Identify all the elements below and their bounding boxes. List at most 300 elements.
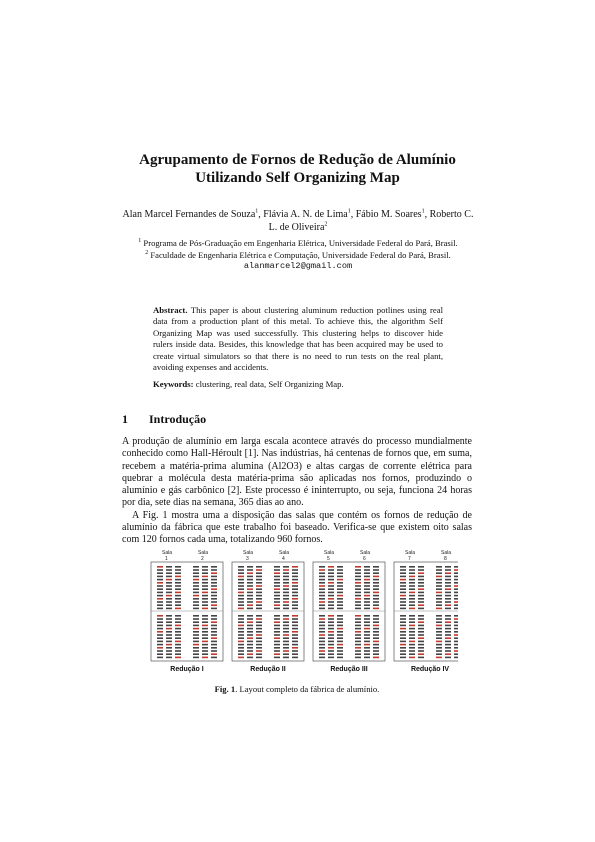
pot-cell: [364, 641, 370, 643]
pot-cell: [364, 621, 370, 623]
pot-cell: [409, 585, 415, 587]
pot-cell: [319, 595, 325, 597]
pot-cell: [274, 628, 280, 630]
pot-cell: [157, 592, 163, 594]
pot-cell: [238, 598, 244, 600]
pot-cell: [454, 650, 458, 652]
pot-cell: [211, 657, 217, 659]
pot-cell: [166, 576, 172, 578]
pot-cell: [373, 615, 379, 617]
pot-cell: [364, 625, 370, 627]
pot-cell: [409, 647, 415, 649]
pot-cell: [283, 601, 289, 603]
pot-cell: [373, 595, 379, 597]
pot-cell: [283, 604, 289, 606]
pot-cell: [355, 595, 361, 597]
title-line-2: Utilizando Self Organizing Map: [195, 170, 400, 186]
pot-cell: [238, 641, 244, 643]
pot-cell: [292, 588, 298, 590]
pot-cell: [409, 592, 415, 594]
pot-cell: [238, 644, 244, 646]
pot-cell: [256, 637, 262, 639]
pot-cell: [328, 579, 334, 581]
pot-cell: [454, 579, 458, 581]
pot-cell: [364, 634, 370, 636]
pot-cell: [418, 641, 424, 643]
reducao-label: Redução II: [250, 666, 286, 673]
reducao-label: Redução III: [330, 666, 368, 673]
sala-label: Sala: [198, 550, 209, 556]
pot-cell: [337, 625, 343, 627]
pot-cell: [409, 641, 415, 643]
pot-cell: [445, 637, 451, 639]
pot-cell: [328, 576, 334, 578]
pot-cell: [292, 595, 298, 597]
pot-cell: [238, 608, 244, 610]
pot-cell: [256, 598, 262, 600]
pot-cell: [355, 585, 361, 587]
pot-cell: [328, 595, 334, 597]
pot-cell: [400, 621, 406, 623]
pot-cell: [202, 634, 208, 636]
pot-cell: [274, 647, 280, 649]
pot-cell: [157, 634, 163, 636]
pot-cell: [157, 625, 163, 627]
pot-cell: [364, 644, 370, 646]
pot-cell: [283, 566, 289, 568]
pot-cell: [337, 572, 343, 574]
pot-cell: [166, 618, 172, 620]
pot-cell: [400, 572, 406, 574]
pot-cell: [166, 625, 172, 627]
pot-cell: [409, 598, 415, 600]
pot-cell: [247, 592, 253, 594]
author-1-affil: 1: [255, 208, 259, 215]
pot-cell: [355, 615, 361, 617]
pot-cell: [400, 657, 406, 659]
pot-cell: [157, 579, 163, 581]
pot-cell: [166, 615, 172, 617]
pot-cell: [454, 631, 458, 633]
pot-cell: [175, 604, 181, 606]
pot-cell: [211, 601, 217, 603]
paragraph-2: A Fig. 1 mostra uma a disposição das salas que contém os fornos de redução de alumínio da fábrica que este trabalho foi baseado. Verifica-se que existem oito salas com 120 fornos cada uma, totalizando 960 fornos.: [122, 509, 472, 546]
pot-cell: [193, 625, 199, 627]
pot-cell: [436, 618, 442, 620]
pot-cell: [400, 618, 406, 620]
pot-cell: [445, 595, 451, 597]
pot-cell: [418, 595, 424, 597]
pot-cell: [445, 588, 451, 590]
pot-cell: [355, 582, 361, 584]
pot-cell: [319, 588, 325, 590]
pot-cell: [445, 572, 451, 574]
pot-cell: [454, 618, 458, 620]
pot-cell: [211, 634, 217, 636]
pot-cell: [355, 604, 361, 606]
pot-cell: [436, 647, 442, 649]
pot-cell: [409, 579, 415, 581]
pot-cell: [445, 628, 451, 630]
pot-cell: [256, 569, 262, 571]
pot-cell: [445, 650, 451, 652]
pot-cell: [337, 569, 343, 571]
pot-cell: [175, 576, 181, 578]
pot-cell: [247, 598, 253, 600]
pot-cell: [283, 631, 289, 633]
pot-cell: [202, 615, 208, 617]
author-2: , Flávia A. N. de Lima: [258, 209, 348, 220]
pot-cell: [418, 566, 424, 568]
pot-cell: [328, 650, 334, 652]
pot-cell: [400, 647, 406, 649]
pot-cell: [247, 615, 253, 617]
sala-label: Sala: [324, 550, 335, 556]
pot-cell: [436, 628, 442, 630]
section-heading: [122, 412, 206, 427]
pot-cell: [283, 572, 289, 574]
pot-cell: [247, 637, 253, 639]
pot-cell: [193, 595, 199, 597]
pot-cell: [445, 644, 451, 646]
pot-cell: [256, 601, 262, 603]
pot-cell: [364, 604, 370, 606]
pot-cell: [400, 598, 406, 600]
pot-cell: [328, 566, 334, 568]
pot-cell: [409, 644, 415, 646]
pot-cell: [202, 604, 208, 606]
pot-cell: [418, 650, 424, 652]
pot-cell: [355, 569, 361, 571]
pot-cell: [175, 582, 181, 584]
pot-cell: [256, 631, 262, 633]
pot-cell: [274, 588, 280, 590]
pot-cell: [436, 585, 442, 587]
pot-cell: [373, 641, 379, 643]
pot-cell: [436, 604, 442, 606]
pot-cell: [166, 588, 172, 590]
pot-cell: [328, 582, 334, 584]
pot-cell: [292, 604, 298, 606]
pot-cell: [175, 592, 181, 594]
pot-cell: [400, 588, 406, 590]
reducao-label: Redução I: [170, 666, 204, 673]
pot-cell: [409, 604, 415, 606]
pot-cell: [166, 585, 172, 587]
pot-cell: [418, 621, 424, 623]
pot-cell: [283, 579, 289, 581]
pot-cell: [166, 644, 172, 646]
pot-cell: [454, 647, 458, 649]
pot-cell: [193, 569, 199, 571]
pot-cell: [202, 653, 208, 655]
pot-cell: [274, 657, 280, 659]
pot-cell: [400, 631, 406, 633]
pot-cell: [211, 569, 217, 571]
pot-cell: [373, 631, 379, 633]
pot-cell: [166, 601, 172, 603]
pot-cell: [157, 653, 163, 655]
pot-cell: [283, 625, 289, 627]
pot-cell: [193, 585, 199, 587]
pot-cell: [238, 566, 244, 568]
pot-cell: [175, 647, 181, 649]
contact-email[interactable]: alanmarcel2@gmail.com: [243, 261, 353, 271]
pot-cell: [400, 566, 406, 568]
pot-cell: [202, 579, 208, 581]
pot-cell: [238, 579, 244, 581]
pot-cell: [238, 647, 244, 649]
pot-cell: [193, 576, 199, 578]
pot-cell: [400, 644, 406, 646]
pot-cell: [211, 631, 217, 633]
pot-cell: [292, 657, 298, 659]
pot-cell: [364, 601, 370, 603]
author-1: Alan Marcel Fernandes de Souza: [122, 209, 256, 220]
pot-cell: [292, 569, 298, 571]
pot-cell: [202, 650, 208, 652]
pot-cell: [256, 618, 262, 620]
affiliation-1: [118, 238, 478, 250]
pot-cell: [364, 582, 370, 584]
pot-cell: [283, 644, 289, 646]
pot-cell: [157, 598, 163, 600]
pot-cell: [211, 598, 217, 600]
pot-cell: [247, 644, 253, 646]
pot-cell: [328, 634, 334, 636]
pot-cell: [454, 582, 458, 584]
pot-cell: [454, 621, 458, 623]
pot-cell: [418, 657, 424, 659]
pot-cell: [256, 647, 262, 649]
pot-cell: [157, 628, 163, 630]
pot-cell: [364, 657, 370, 659]
pot-cell: [211, 618, 217, 620]
pot-cell: [436, 637, 442, 639]
pot-cell: [211, 608, 217, 610]
pot-cell: [175, 641, 181, 643]
pot-cell: [274, 579, 280, 581]
pot-cell: [409, 608, 415, 610]
pot-cell: [373, 653, 379, 655]
pot-cell: [328, 601, 334, 603]
pot-cell: [193, 592, 199, 594]
pot-cell: [193, 637, 199, 639]
pot-cell: [256, 576, 262, 578]
pot-cell: [211, 604, 217, 606]
abstract-text: This paper is about clustering aluminum reduction potlines using real data from a production plant of this metal. To achieve this, the algorithm Self Organizing Map was used successfully. This clustering helps to discover hide rulers inside data. Besides, this knowledge that has been acquired may be used to create virtual simulators so that there is no need to run tests on the real plant, avoiding expenses and accidents.: [153, 305, 443, 373]
pot-cell: [373, 572, 379, 574]
pot-cell: [247, 595, 253, 597]
pot-cell: [328, 608, 334, 610]
pot-cell: [436, 621, 442, 623]
pot-cell: [409, 595, 415, 597]
pot-cell: [355, 566, 361, 568]
pot-cell: [445, 585, 451, 587]
sala-number: 2: [201, 556, 204, 562]
sala-number: 3: [246, 556, 249, 562]
pot-cell: [436, 569, 442, 571]
pot-cell: [319, 585, 325, 587]
pot-cell: [202, 641, 208, 643]
pot-cell: [319, 631, 325, 633]
pot-cell: [364, 598, 370, 600]
pot-cell: [319, 582, 325, 584]
pot-cell: [436, 631, 442, 633]
pot-cell: [238, 576, 244, 578]
pot-cell: [274, 569, 280, 571]
pot-cell: [328, 631, 334, 633]
pot-cell: [454, 628, 458, 630]
pot-cell: [364, 637, 370, 639]
pot-cell: [292, 637, 298, 639]
pot-cell: [355, 608, 361, 610]
author-4: , Roberto C. L. de Oliveira: [268, 209, 474, 233]
pot-cell: [436, 582, 442, 584]
pot-cell: [274, 598, 280, 600]
pot-cell: [157, 650, 163, 652]
pot-cell: [166, 592, 172, 594]
pot-cell: [202, 585, 208, 587]
pot-cell: [247, 631, 253, 633]
pot-cell: [292, 628, 298, 630]
pot-cell: [211, 625, 217, 627]
pot-cell: [256, 592, 262, 594]
pot-cell: [202, 569, 208, 571]
pot-cell: [292, 576, 298, 578]
pot-cell: [445, 566, 451, 568]
pot-cell: [364, 592, 370, 594]
pot-cell: [256, 604, 262, 606]
pot-cell: [157, 657, 163, 659]
pot-cell: [418, 592, 424, 594]
sala-number: 4: [282, 556, 285, 562]
pot-cell: [292, 653, 298, 655]
pot-cell: [274, 644, 280, 646]
author-list: [118, 208, 478, 234]
pot-cell: [238, 621, 244, 623]
pot-cell: [274, 595, 280, 597]
pot-cell: [274, 566, 280, 568]
pot-cell: [283, 582, 289, 584]
pot-cell: [157, 585, 163, 587]
reducao-label: Redução IV: [410, 666, 450, 673]
pot-cell: [211, 637, 217, 639]
pot-cell: [175, 608, 181, 610]
pot-cell: [418, 579, 424, 581]
pot-cell: [373, 579, 379, 581]
pot-cell: [418, 582, 424, 584]
pot-cell: [193, 650, 199, 652]
pot-cell: [445, 615, 451, 617]
pot-cell: [157, 576, 163, 578]
pot-cell: [337, 576, 343, 578]
pot-cell: [364, 631, 370, 633]
pot-cell: [400, 634, 406, 636]
pot-cell: [319, 592, 325, 594]
pot-cell: [409, 618, 415, 620]
pot-cell: [319, 644, 325, 646]
pot-cell: [202, 598, 208, 600]
pot-cell: [166, 598, 172, 600]
pot-cell: [418, 625, 424, 627]
pot-cell: [337, 566, 343, 568]
pot-cell: [337, 631, 343, 633]
pot-cell: [256, 621, 262, 623]
pot-cell: [328, 585, 334, 587]
pot-cell: [211, 621, 217, 623]
pot-cell: [436, 592, 442, 594]
section-number: 1: [122, 412, 128, 426]
pot-cell: [436, 572, 442, 574]
pot-cell: [373, 637, 379, 639]
pot-cell: [319, 601, 325, 603]
pot-cell: [238, 582, 244, 584]
keywords-text: clustering, real data, Self Organizing Map.: [193, 379, 344, 389]
pot-cell: [175, 585, 181, 587]
pot-cell: [409, 576, 415, 578]
pot-cell: [337, 604, 343, 606]
pot-cell: [193, 653, 199, 655]
pot-cell: [373, 657, 379, 659]
pot-cell: [202, 572, 208, 574]
pot-cell: [247, 572, 253, 574]
pot-cell: [337, 637, 343, 639]
pot-cell: [238, 618, 244, 620]
pot-cell: [445, 634, 451, 636]
pot-cell: [400, 637, 406, 639]
pot-cell: [355, 637, 361, 639]
pot-cell: [292, 601, 298, 603]
pot-cell: [175, 653, 181, 655]
pot-cell: [418, 572, 424, 574]
pot-cell: [445, 621, 451, 623]
abstract: [153, 305, 443, 373]
pot-cell: [193, 657, 199, 659]
pot-cell: [409, 653, 415, 655]
pot-cell: [256, 588, 262, 590]
pot-cell: [364, 595, 370, 597]
pot-cell: [175, 579, 181, 581]
pot-cell: [283, 618, 289, 620]
pot-cell: [274, 601, 280, 603]
pot-cell: [175, 621, 181, 623]
pot-cell: [211, 647, 217, 649]
pot-cell: [337, 592, 343, 594]
pot-cell: [364, 569, 370, 571]
pot-cell: [211, 615, 217, 617]
pot-cell: [247, 585, 253, 587]
pot-cell: [202, 566, 208, 568]
pot-cell: [445, 641, 451, 643]
pot-cell: [238, 588, 244, 590]
pot-cell: [193, 582, 199, 584]
sala-number: 6: [363, 556, 366, 562]
pot-cell: [337, 585, 343, 587]
pot-cell: [283, 653, 289, 655]
pot-cell: [202, 637, 208, 639]
pot-cell: [328, 604, 334, 606]
pot-cell: [337, 621, 343, 623]
pot-cell: [328, 588, 334, 590]
pot-cell: [337, 608, 343, 610]
pot-cell: [274, 625, 280, 627]
pot-cell: [202, 621, 208, 623]
pot-cell: [292, 618, 298, 620]
pot-cell: [328, 569, 334, 571]
pot-cell: [157, 637, 163, 639]
pot-cell: [256, 566, 262, 568]
